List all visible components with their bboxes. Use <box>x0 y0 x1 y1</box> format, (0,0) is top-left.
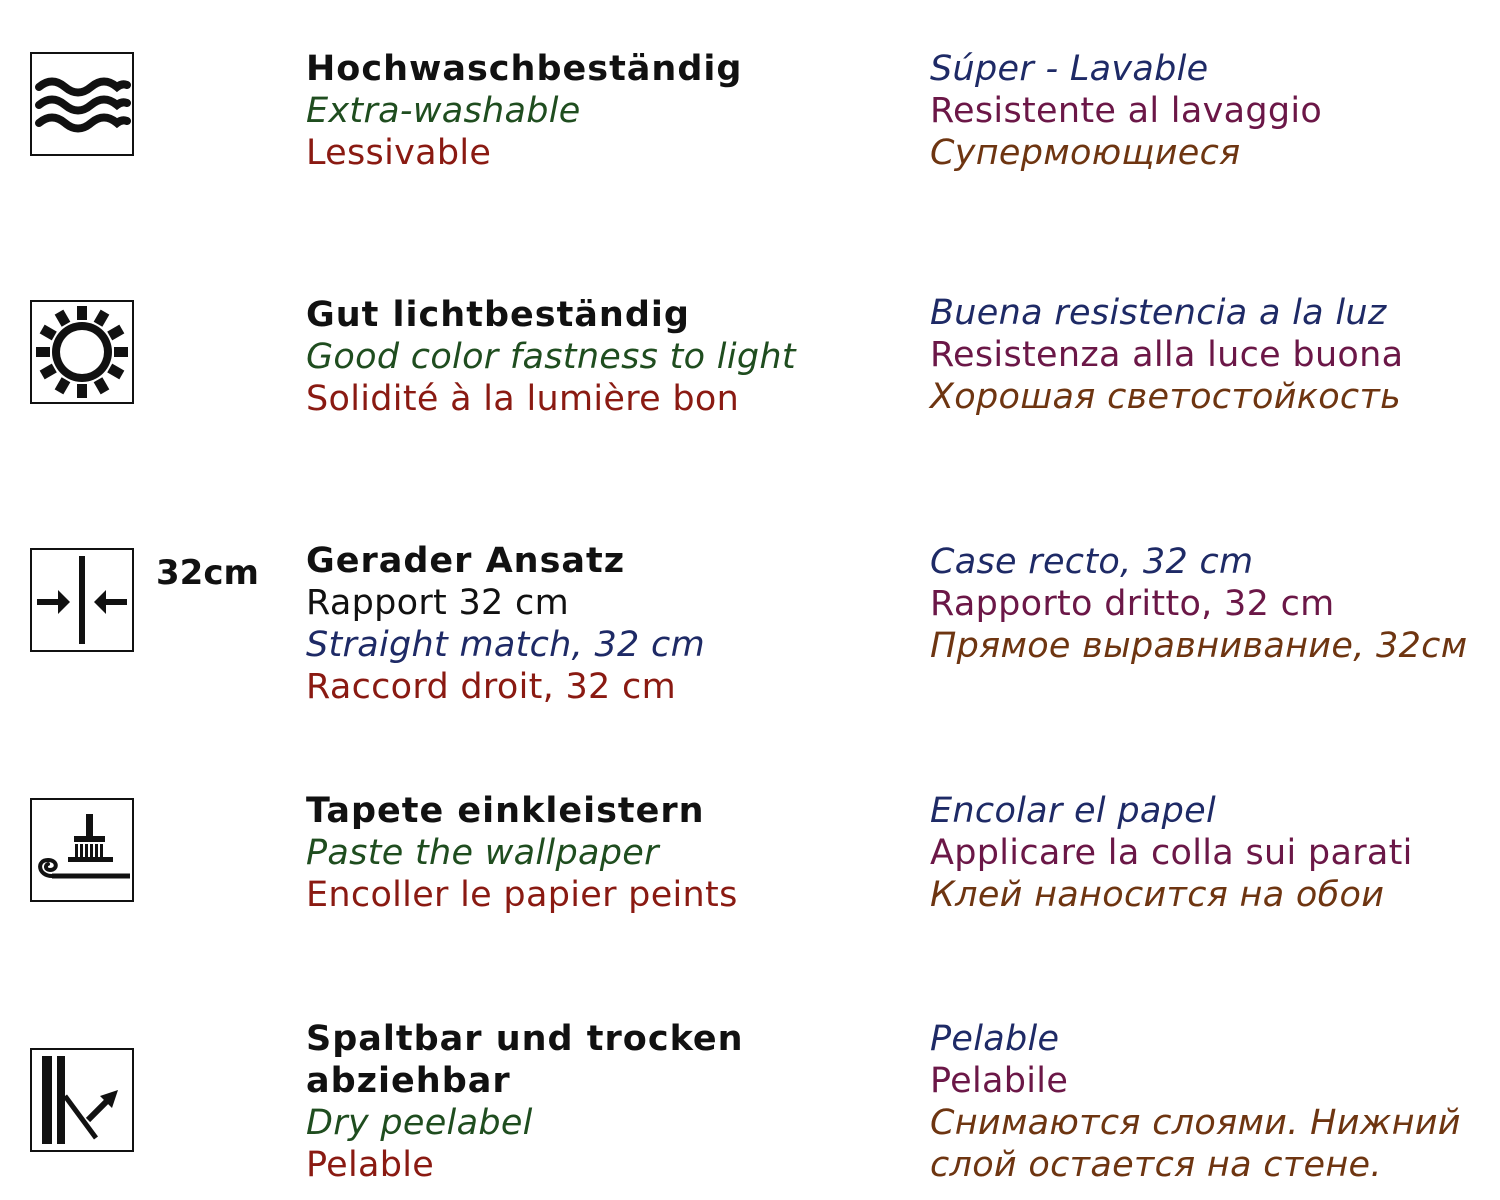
label-french: Lessivable <box>306 133 492 173</box>
symbol-row-straight-match <box>0 541 1500 718</box>
straight-match-icon <box>30 548 134 652</box>
description-right <box>930 790 1413 916</box>
description-right <box>930 541 1467 667</box>
description-left <box>306 1018 744 1186</box>
label-russian: Снимаются слоями. Нижний <box>930 1103 1461 1143</box>
label-english: Straight match, 32 cm <box>306 625 705 665</box>
label-german-rapport: Rapport 32 cm <box>306 583 569 623</box>
label-spanish: Pelable <box>930 1019 1060 1059</box>
label-spanish: Case recto, 32 cm <box>930 542 1254 582</box>
label-italian: Resistenza alla luce buona <box>930 335 1404 375</box>
label-russian: Прямое выравнивание, 32см <box>930 626 1468 666</box>
description-right <box>930 292 1403 418</box>
label-spanish: Súper - Lavable <box>930 49 1209 89</box>
label-russian: Супермоющиеся <box>930 133 1241 173</box>
description-left <box>306 294 796 420</box>
label-german: Hochwaschbeständig <box>306 49 743 89</box>
symbol-row-dry-peelable <box>0 1019 1500 1200</box>
symbol-row-washable <box>0 50 1500 200</box>
label-spanish: Buena resistencia a la luz <box>930 293 1387 333</box>
label-italian: Applicare la colla sui parati <box>930 833 1413 873</box>
label-russian-cont: слой остается на стене. <box>930 1145 1382 1185</box>
label-german: Gerader Ansatz <box>306 541 626 581</box>
label-french: Solidité à la lumière bon <box>306 379 740 419</box>
symbol-row-light-fastness <box>0 293 1500 448</box>
sun-icon <box>30 300 134 404</box>
dry-peel-icon <box>30 1048 134 1152</box>
label-german: Spaltbar und trocken <box>306 1019 744 1059</box>
label-german: Gut lichtbeständig <box>306 295 690 335</box>
description-right <box>930 1018 1461 1186</box>
label-english: Dry peelabel <box>306 1103 533 1143</box>
label-english: Paste the wallpaper <box>306 833 659 873</box>
wavy-lines-icon <box>30 52 134 156</box>
description-left <box>306 790 738 916</box>
label-russian: Клей наносится на обои <box>930 875 1385 915</box>
repeat-badge: 32cm <box>156 553 259 593</box>
description-left <box>306 48 742 174</box>
label-italian: Resistente al lavaggio <box>930 91 1323 131</box>
label-italian: Pelabile <box>930 1061 1069 1101</box>
label-french: Encoller le papier peints <box>306 875 738 915</box>
paste-wallpaper-icon <box>30 798 134 902</box>
label-french: Raccord droit, 32 cm <box>306 667 676 707</box>
description-left <box>306 540 705 708</box>
label-french: Pelable <box>306 1145 435 1185</box>
label-english: Extra-washable <box>306 91 581 131</box>
label-german: Tapete einkleistern <box>306 791 705 831</box>
label-russian: Хорошая светостойкость <box>930 377 1402 417</box>
label-german-cont: abziehbar <box>306 1061 511 1101</box>
label-italian: Rapporto dritto, 32 cm <box>930 584 1335 624</box>
description-right <box>930 48 1322 174</box>
symbol-row-paste-wallpaper <box>0 791 1500 948</box>
label-english: Good color fastness to light <box>306 337 796 377</box>
label-spanish: Encolar el papel <box>930 791 1216 831</box>
